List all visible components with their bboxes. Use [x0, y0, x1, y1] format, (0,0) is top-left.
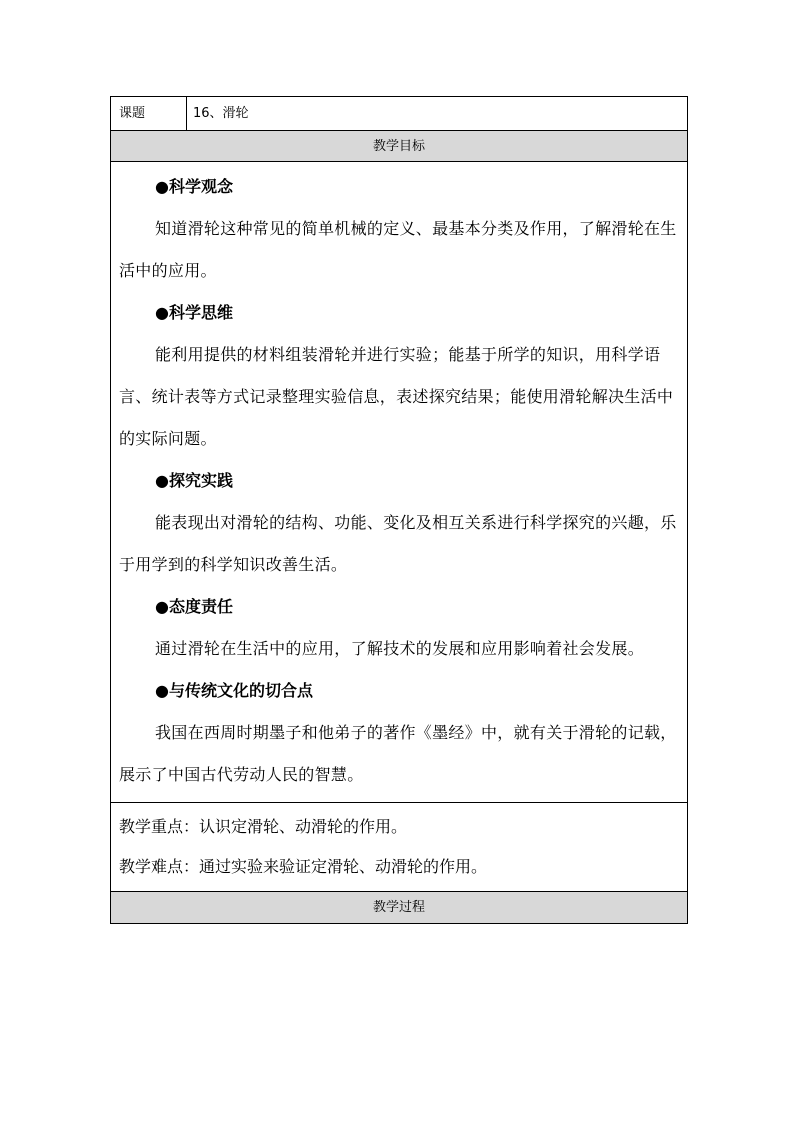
teaching-difficult-point: 教学难点：通过实验来验证定滑轮、动滑轮的作用。	[119, 857, 488, 876]
objective-title: ●科学观念	[155, 177, 233, 196]
lesson-title-row	[111, 97, 687, 131]
lesson-label: 课题	[111, 97, 187, 130]
objectives-header: 教学目标	[111, 131, 687, 162]
objective-title: ●探究实践	[155, 471, 233, 490]
objective-block-attitude-responsibility	[119, 586, 679, 670]
key-points-section	[111, 803, 687, 892]
objective-title: ●与传统文化的切合点	[155, 681, 313, 700]
teaching-key-point: 教学重点：认识定滑轮、动滑轮的作用。	[119, 817, 408, 836]
objective-text: 知道滑轮这种常见的简单机械的定义、最基本分类及作用，了解滑轮在生活中的应用。	[119, 219, 677, 280]
objective-block-science-concept	[119, 166, 679, 292]
objective-title: ●态度责任	[155, 597, 233, 616]
objective-text: 通过滑轮在生活中的应用，了解技术的发展和应用影响着社会发展。	[155, 639, 645, 658]
lesson-plan-table	[110, 96, 688, 924]
objective-title: ●科学思维	[155, 303, 233, 322]
objective-block-traditional-culture	[119, 670, 679, 796]
objective-block-science-thinking	[119, 292, 679, 460]
objective-block-inquiry-practice	[119, 460, 679, 586]
objective-text: 能表现出对滑轮的结构、功能、变化及相互关系进行科学探究的兴趣，乐于用学到的科学知识改善生活。	[119, 513, 677, 574]
objective-text: 我国在西周时期墨子和他弟子的著作《墨经》中，就有关于滑轮的记载，展示了中国古代劳动人民的智慧。	[119, 723, 677, 784]
lesson-name: 16、滑轮	[193, 106, 249, 121]
objectives-section	[111, 162, 687, 803]
process-header: 教学过程	[111, 892, 687, 923]
objective-text: 能利用提供的材料组装滑轮并进行实验；能基于所学的知识，用科学语言、统计表等方式记录整理实验信息，表述探究结果；能使用滑轮解决生活中的实际问题。	[119, 345, 674, 448]
